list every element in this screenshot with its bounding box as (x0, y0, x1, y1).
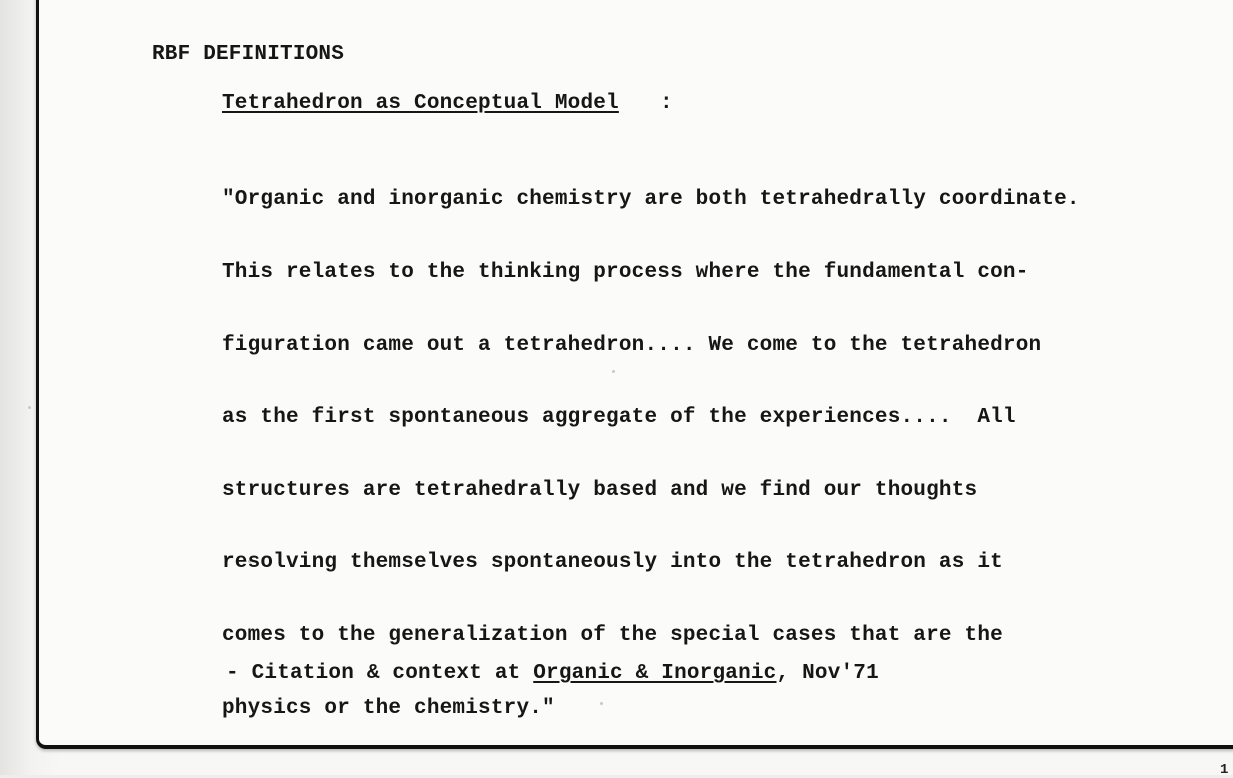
quote-line: as the first spontaneous aggregate of the experiences.... All (222, 406, 1016, 430)
section-title: Tetrahedron as Conceptual Model (222, 92, 619, 115)
section-title-colon: : (660, 92, 673, 115)
quote-line: comes to the generalization of the special cases that are the (222, 624, 1003, 648)
quote-line: structures are tetrahedrally based and we find our thoughts (222, 478, 978, 502)
quote-line: "Organic and inorganic chemistry are both tetrahedrally coordinate. (222, 188, 1080, 212)
document-header: RBF DEFINITIONS (152, 43, 345, 66)
quote-line: This relates to the thinking process where the fundamental con- (222, 261, 1029, 285)
paper-speck (28, 406, 31, 409)
quote-line: resolving themselves spontaneously into the tetrahedron as it (222, 551, 1003, 575)
citation-suffix: , Nov'71 (776, 662, 879, 685)
citation-prefix: - Citation & context at (226, 662, 534, 685)
citation-line (226, 662, 879, 685)
quote-line: physics or the chemistry." (222, 696, 555, 720)
quote-block (222, 140, 1080, 745)
quote-line: figuration came out a tetrahedron.... We come to the tetrahedron (222, 333, 1042, 357)
citation-link[interactable]: Organic & Inorganic (533, 662, 777, 685)
page-number: 1 (1220, 762, 1229, 778)
